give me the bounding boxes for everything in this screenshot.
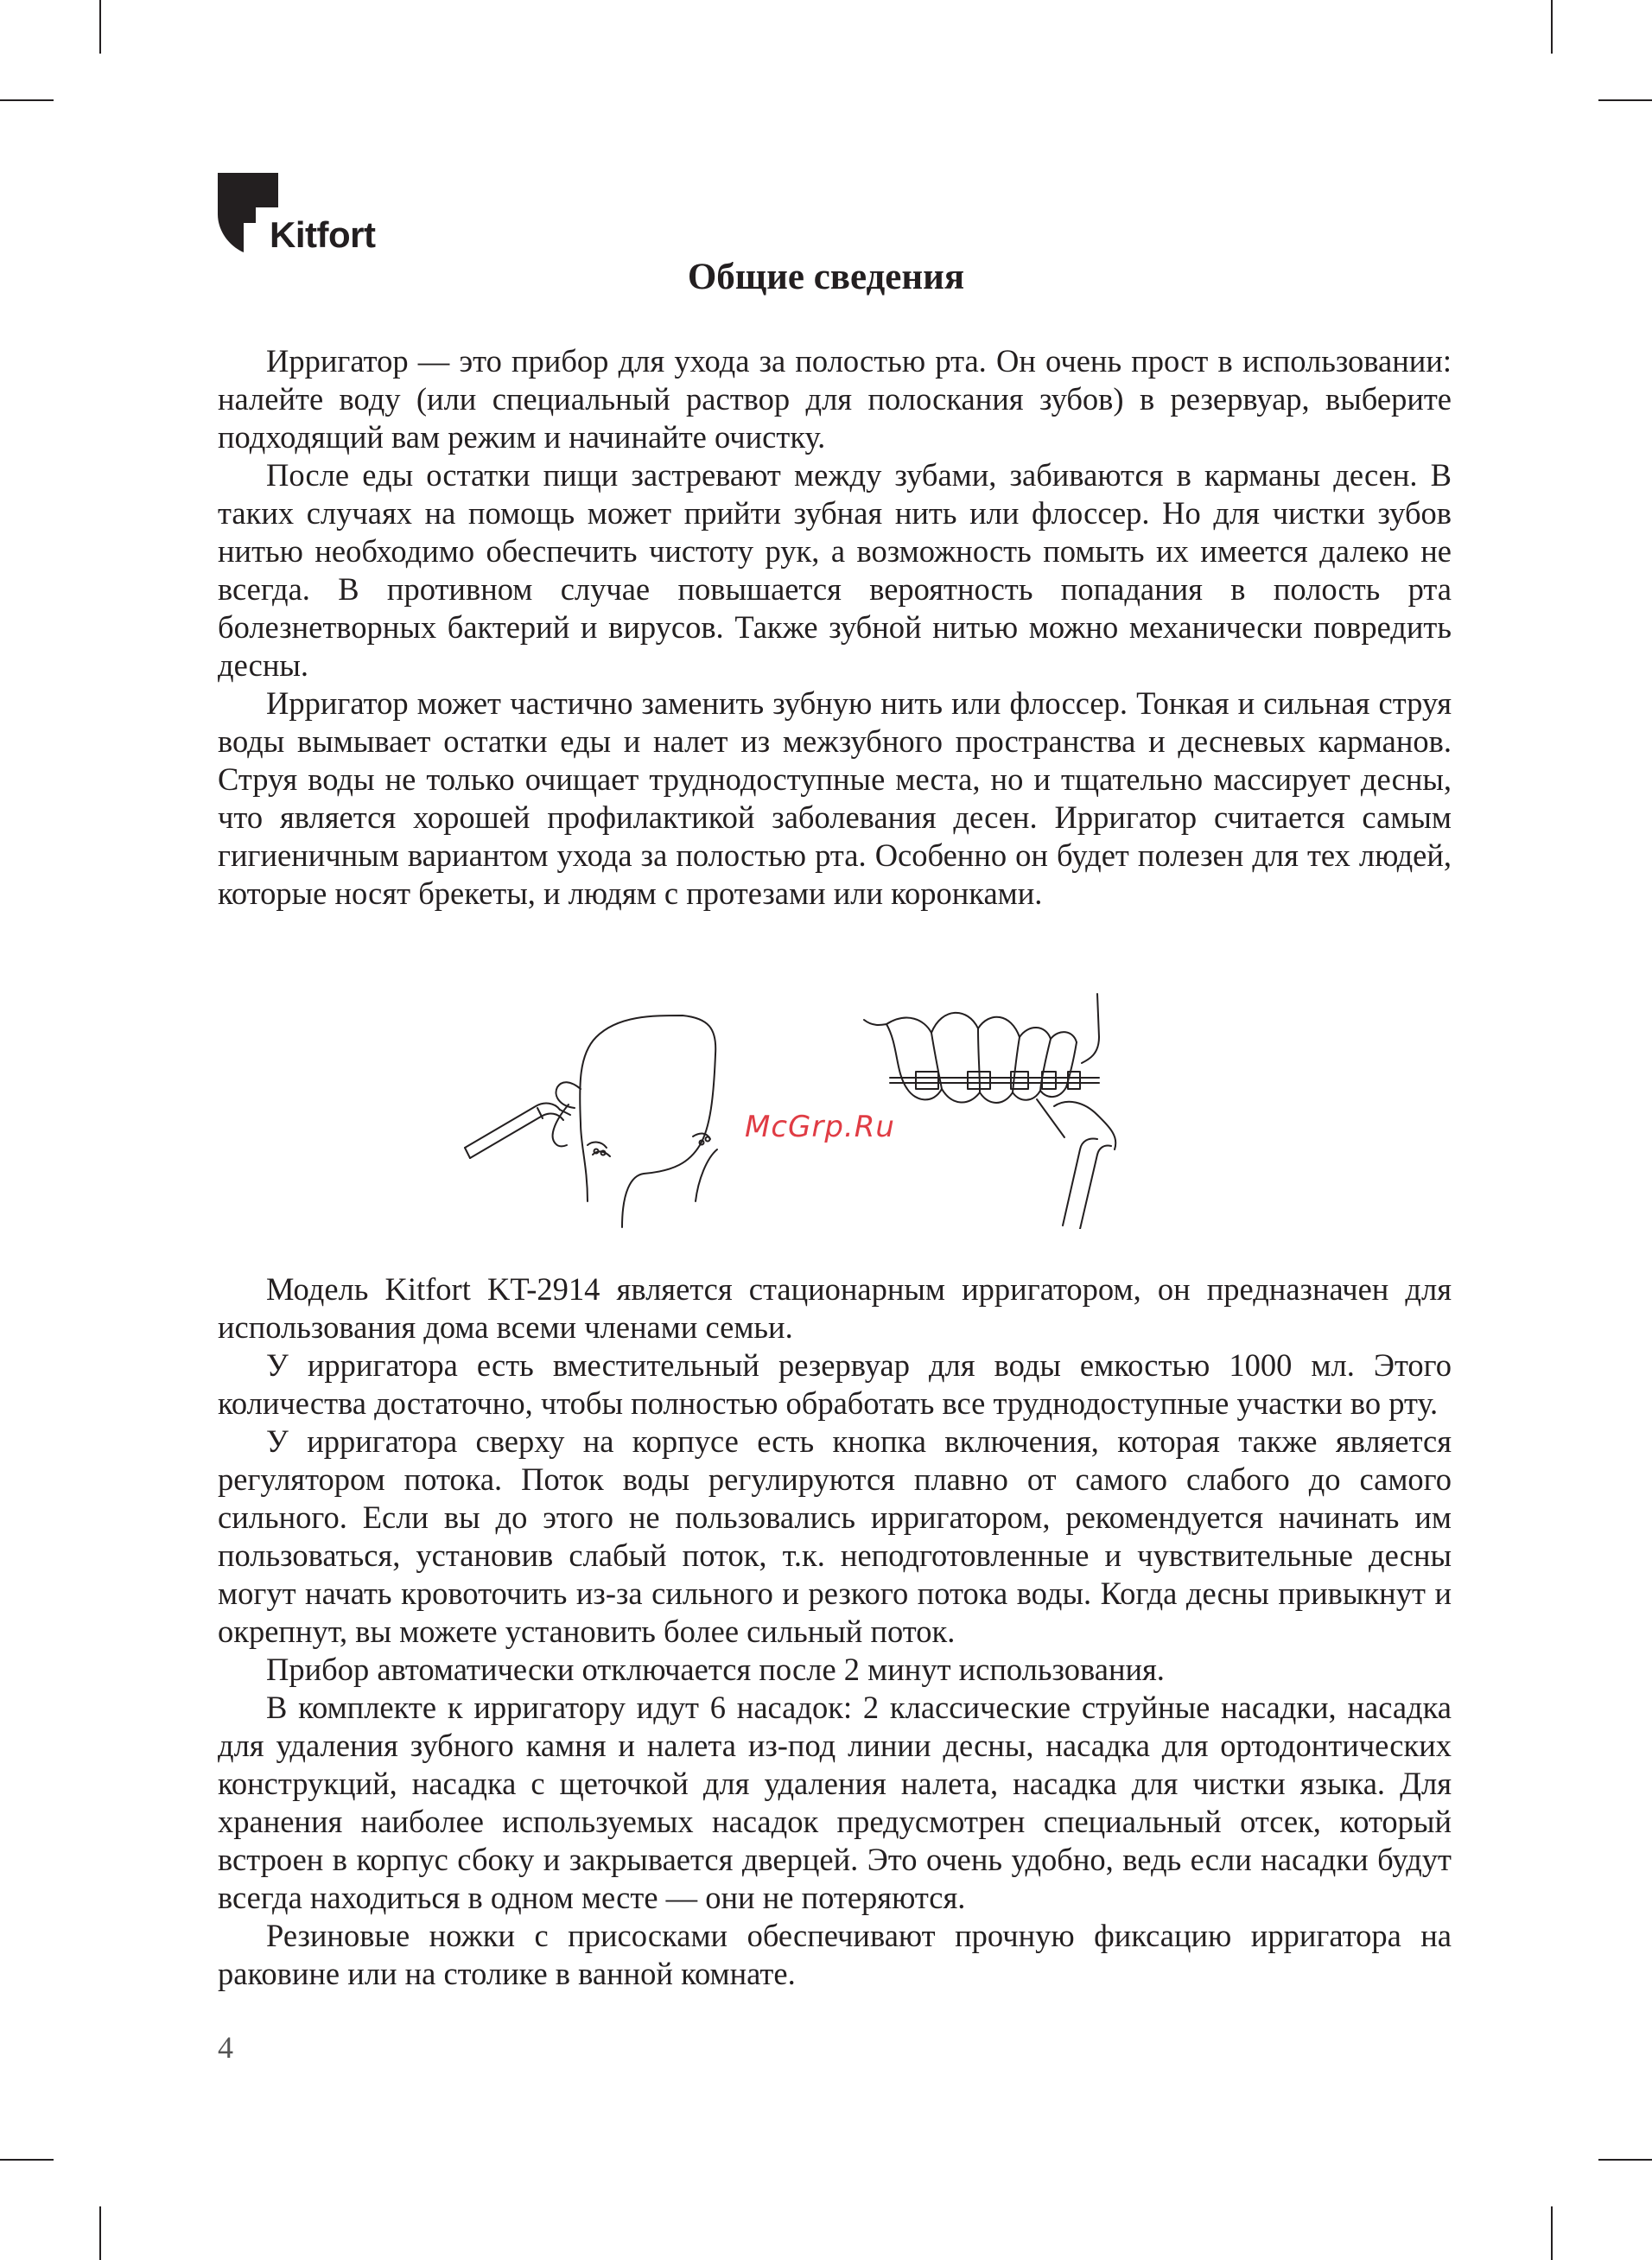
face-illustration <box>553 1015 717 1227</box>
crop-mark <box>0 2159 54 2161</box>
crop-mark <box>0 99 54 101</box>
crop-mark <box>1551 0 1553 54</box>
crop-mark <box>1598 99 1652 101</box>
section-title: Общие сведения <box>687 257 965 297</box>
paragraph: Ирригатор может частично заменить зубную нить или флоссер. Тонкая и сильная струя воды вымывает остатки еды и налет из межзубного пространства и десневых карманов. Струя воды не только очищает труднодоступные места, но и тщательно массирует десны, что является хорошей профилактикой заболевания десен. Ирригатор считается самым гигиеничным вариантом ухода за полостью рта. Особенно он будет полезен для тех людей, которые носят брекеты, и людям с протезами или коронками. <box>218 685 1452 911</box>
paragraph: Ирригатор — это прибор для ухода за полостью рта. Он очень прост в использовании: налейте воду (или специальный раствор для полоскания зубов) в резервуар, выберите подходящий вам режим и начинайте очистку. <box>218 343 1452 455</box>
paragraph: После еды остатки пищи застревают между зубами, забиваются в карманы десен. В таких случаях на помощь может прийти зубная нить или флоссер. Но для чистки зубов нитью необходимо обеспечить чистоту рук, а возможность помыть их имеется далеко не всегда. В противном случае повышается вероятность попадания в полость рта болезнетворных бактерий и вирусов. Также зубной нитью можно механически повредить десны. <box>218 457 1452 683</box>
model-description-text <box>218 1270 1452 1993</box>
crop-mark <box>99 2206 101 2260</box>
paragraph: Резиновые ножки с присосками обеспечивают прочную фиксацию ирригатора на раковине или на столике в ванной комнате. <box>218 1918 1452 1991</box>
teeth-braces-illustration <box>864 994 1115 1149</box>
paragraph: Модель Kitfort KT-2914 является стационарным ирригатором, он предназначен для использования дома всеми членами семьи. <box>218 1271 1452 1345</box>
paragraph: В комплекте к ирригатору идут 6 насадок: 2 классические струйные насадки, насадка для удаления зубного камня и налета из-под линии десны, насадка для ортодонтических конструкций, насадка с щеточкой для удаления налета, насадка для чистки языка. Для хранения наиболее используемых насадок предусмотрен специальный отсек, который встроен в корпус сбоку и закрывается дверцей. Это очень удобно, ведь если насадки будут всегда находиться в одном месте — они не потеряются. <box>218 1690 1452 1915</box>
brand-name: Kitfort <box>270 214 376 255</box>
paragraph: У ирригатора сверху на корпусе есть кнопка включения, которая также является регулятором потока. Поток воды регулируются плавно от самого слабого до самого сильного. Если вы до этого не пользовались ирригатором, рекомендуется начинать им пользоваться, установив слабый поток, т.к. неподготовленные и чувствительные десны могут начать кровоточить из-за сильного и резкого потока воды. Когда десны привыкнут и окрепнут, вы можете установить более сильный поток. <box>218 1423 1452 1649</box>
crop-mark <box>1598 2159 1652 2161</box>
brand-logo <box>218 173 391 255</box>
irrigator-handle-left <box>465 1104 570 1158</box>
crop-mark <box>1551 2206 1553 2260</box>
crop-mark <box>99 0 101 54</box>
irrigator-usage-illustration <box>458 985 1210 1229</box>
paragraph: Прибор автоматически отключается после 2 минут использования. <box>266 1652 1165 1687</box>
intro-text <box>218 342 1452 913</box>
paragraph: У ирригатора есть вместительный резервуар для воды емкостью 1000 мл. Этого количества достаточно, чтобы полностью обработать все труднодоступные участки во рту. <box>218 1347 1452 1421</box>
watermark: McGrp.Ru <box>745 1110 895 1144</box>
page-number: 4 <box>218 2030 233 2065</box>
